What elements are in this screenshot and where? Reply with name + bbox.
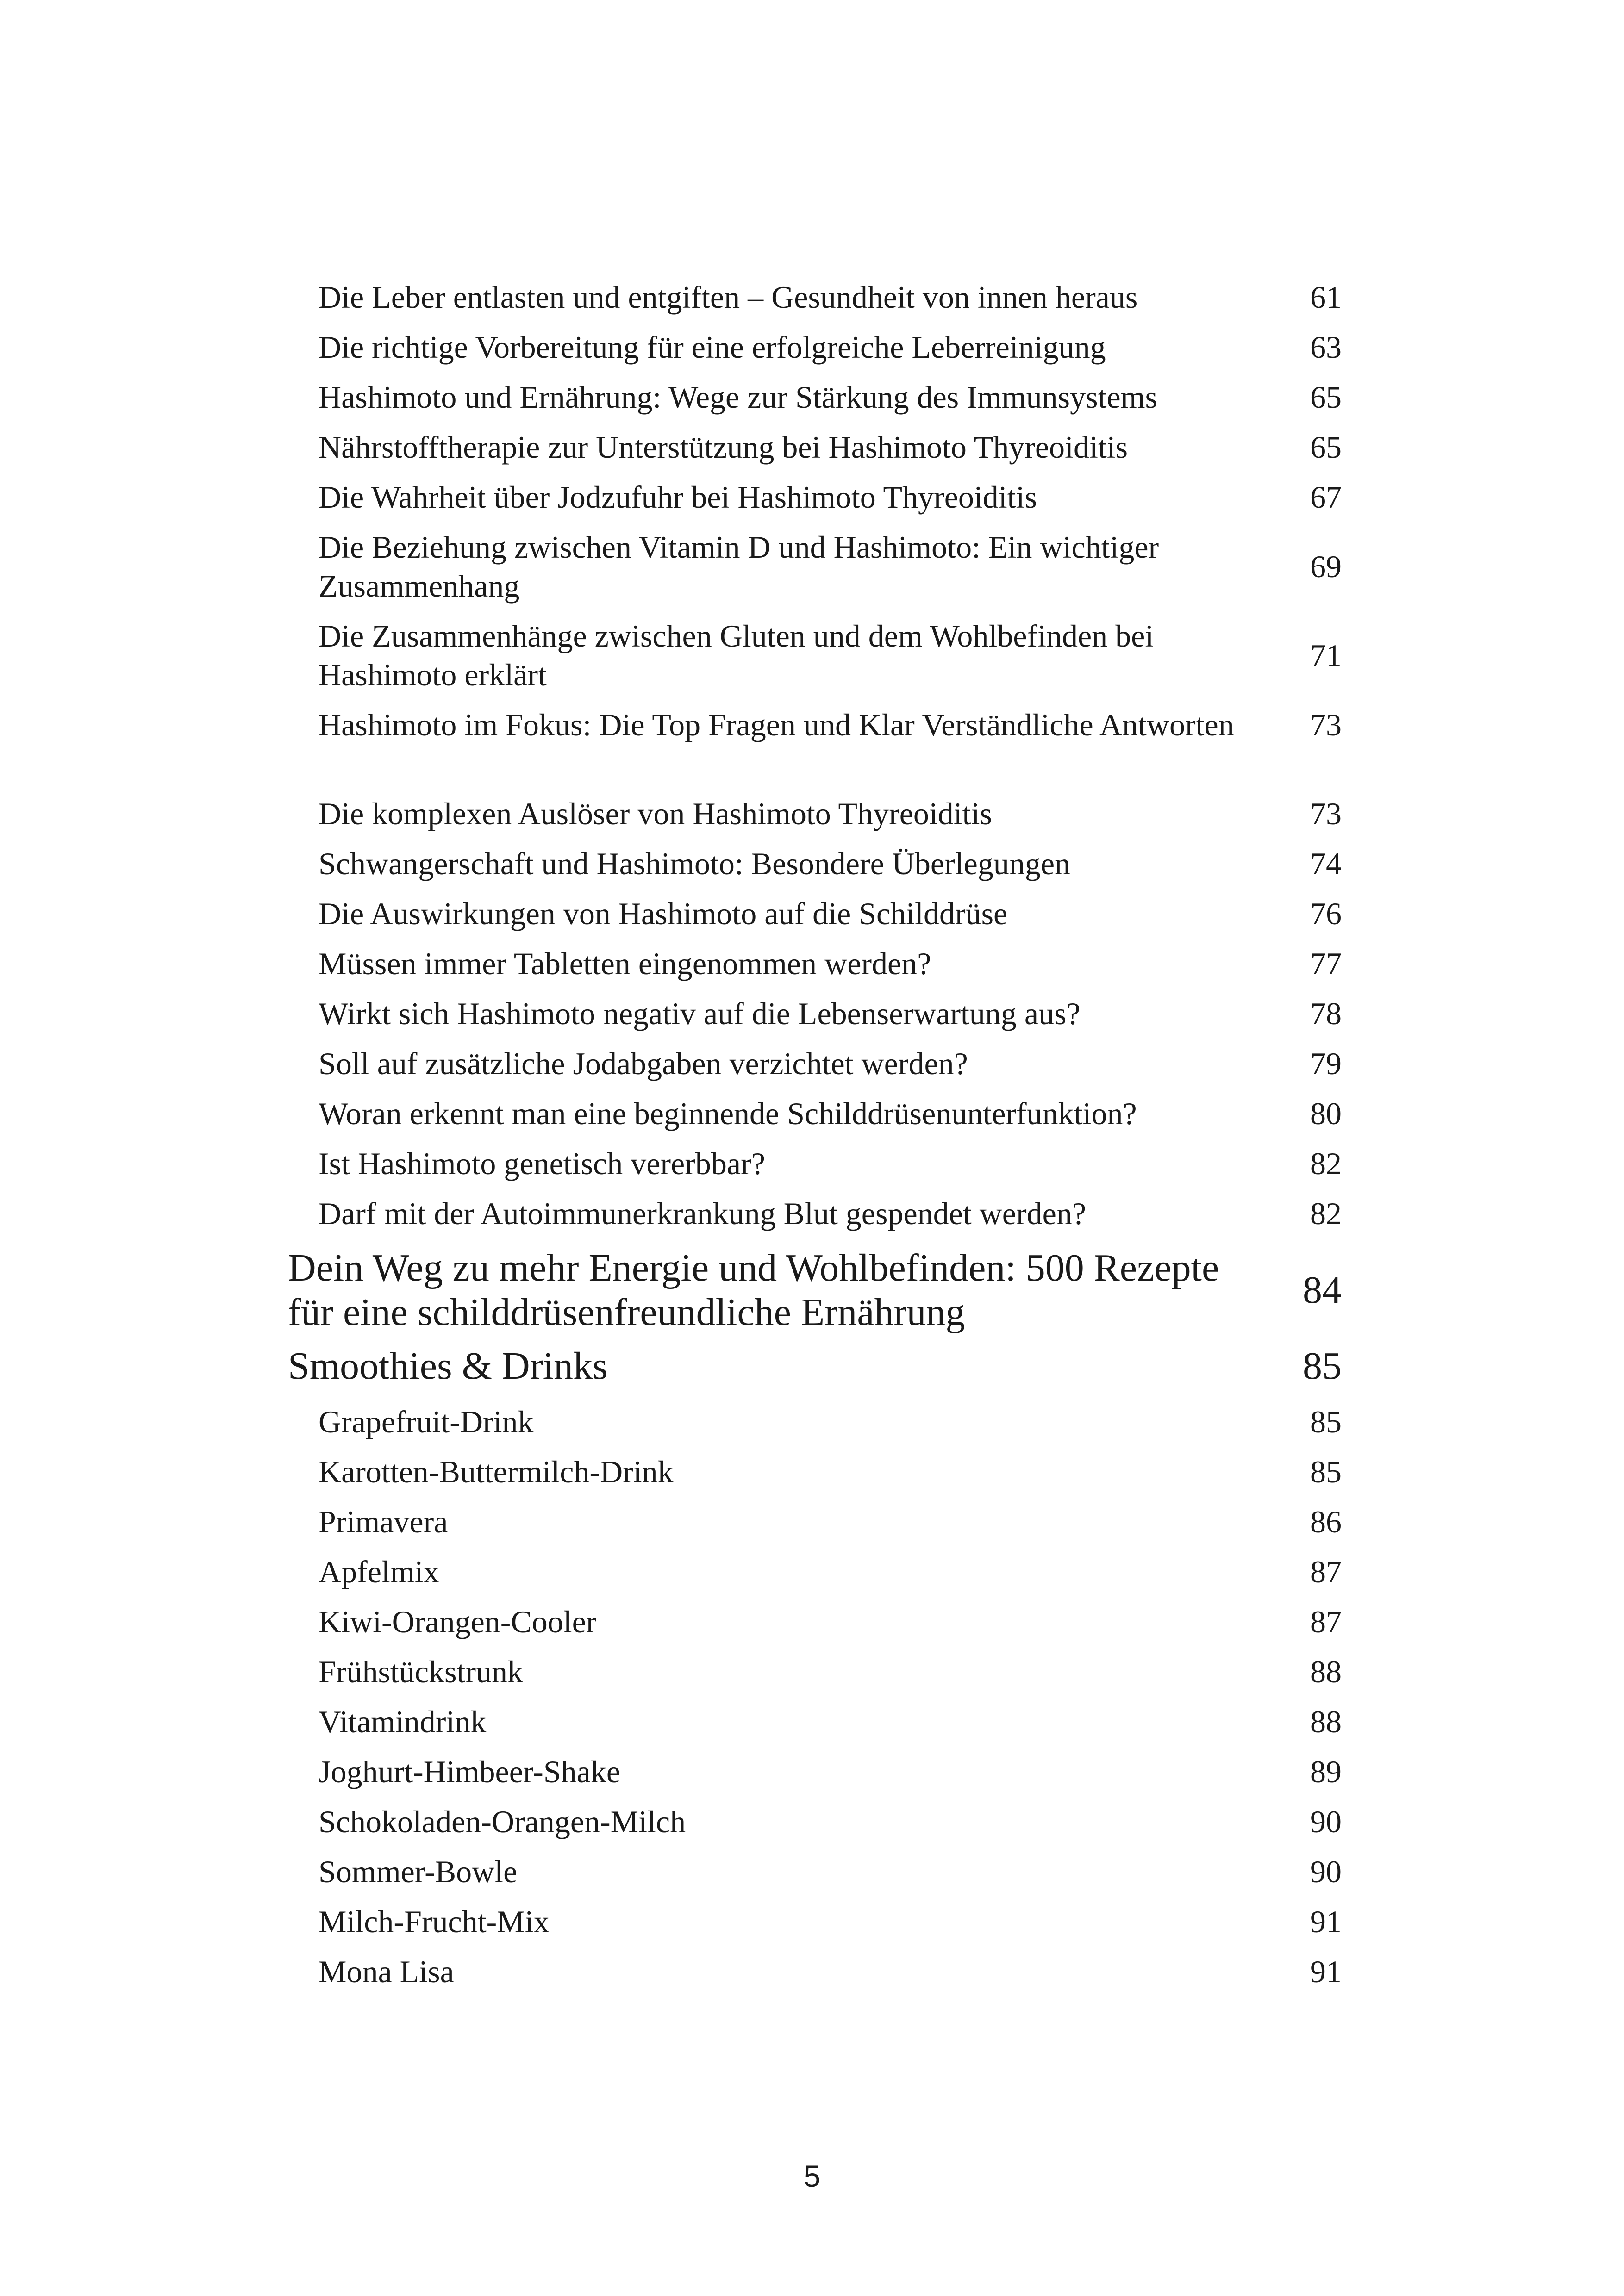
toc-entry-title: Karotten-Buttermilch-Drink [319, 1454, 674, 1489]
toc-entry-title: Nährstofftherapie zur Unterstützung bei Hashimoto Thyreoiditis [319, 429, 1128, 465]
toc-entry[interactable] [319, 616, 1342, 694]
toc-entry[interactable] [319, 994, 1342, 1033]
toc-entry-page: 80 [1310, 1096, 1342, 1131]
toc-entry-page: 86 [1310, 1504, 1342, 1539]
toc-entry-page: 77 [1310, 946, 1342, 981]
toc-chapter-page: 85 [1303, 1344, 1342, 1388]
toc-entry-page: 65 [1310, 380, 1342, 415]
toc-entry-title: Hashimoto im Fokus: Die Top Fragen und Klar Verständliche Antworten [319, 707, 1234, 742]
toc-entry-title: Apfelmix [319, 1554, 439, 1589]
toc-entry[interactable] [319, 278, 1342, 317]
toc-entry[interactable] [319, 1902, 1342, 1941]
toc-entry-title: Soll auf zusätzliche Jodabgaben verzichtet werden? [319, 1046, 968, 1081]
toc-entry[interactable] [319, 1194, 1342, 1233]
toc-entry-title: Schwangerschaft und Hashimoto: Besondere Überlegungen [319, 846, 1070, 881]
toc-entry-page: 78 [1310, 996, 1342, 1031]
toc-entry-title: Wirkt sich Hashimoto negativ auf die Lebenserwartung aus? [319, 996, 1081, 1031]
toc-entry[interactable] [319, 528, 1342, 605]
toc-entry-page: 87 [1310, 1554, 1342, 1589]
toc-entry-page: 87 [1310, 1604, 1342, 1639]
toc-entry-page: 82 [1310, 1146, 1342, 1181]
toc-entry-page: 69 [1310, 549, 1342, 584]
toc-entry-page: 63 [1310, 330, 1342, 365]
toc-entry[interactable] [319, 705, 1342, 744]
toc-entry[interactable] [319, 944, 1342, 983]
toc-entry[interactable] [319, 1044, 1342, 1083]
toc-entry-page: 73 [1310, 707, 1342, 742]
toc-entry-title: Sommer-Bowle [319, 1854, 518, 1889]
toc-entry-title: Ist Hashimoto genetisch vererbbar? [319, 1146, 765, 1181]
toc-entry-page: 73 [1310, 796, 1342, 831]
toc-chapter[interactable] [288, 1344, 1342, 1388]
toc-entry[interactable] [319, 1852, 1342, 1891]
toc-entry[interactable] [319, 328, 1342, 367]
toc-entry-title: Primavera [319, 1504, 448, 1539]
toc-entry[interactable] [319, 794, 1342, 833]
toc-entry-title: Schokoladen-Orangen-Milch [319, 1804, 686, 1839]
toc-entry[interactable] [319, 1802, 1342, 1841]
toc-entry-title: Die Leber entlasten und entgiften – Gesundheit von innen heraus [319, 280, 1138, 315]
toc-entry[interactable] [319, 894, 1342, 933]
toc-entry-title: Die richtige Vorbereitung für eine erfolgreiche Leberreinigung [319, 330, 1106, 365]
toc-entry-page: 90 [1310, 1804, 1342, 1839]
toc-entry-page: 67 [1310, 479, 1342, 515]
toc-entry-title: Joghurt-Himbeer-Shake [319, 1754, 621, 1789]
toc-entry-title: Vitamindrink [319, 1704, 487, 1739]
toc-entry[interactable] [319, 478, 1342, 516]
toc-entry-page: 74 [1310, 846, 1342, 881]
toc-entry[interactable] [319, 1144, 1342, 1183]
toc-entry[interactable] [319, 1602, 1342, 1641]
toc-entry-page: 89 [1310, 1754, 1342, 1789]
toc-chapter-title: Dein Weg zu mehr Energie und Wohlbefinden: 500 Rezepte für eine schilddrüsenfreundliche Ernährung [288, 1246, 1219, 1334]
toc-entry[interactable] [319, 1702, 1342, 1741]
toc-entry-title: Darf mit der Autoimmunerkrankung Blut gespendet werden? [319, 1196, 1086, 1231]
toc-entry-page: 71 [1310, 638, 1342, 673]
toc-entry-page: 91 [1310, 1954, 1342, 1989]
toc-entry[interactable] [319, 844, 1342, 883]
toc-entry-page: 79 [1310, 1046, 1342, 1081]
toc-entry-page: 82 [1310, 1196, 1342, 1231]
toc-entry[interactable] [319, 1094, 1342, 1133]
toc-entry-page: 76 [1310, 896, 1342, 931]
toc-entry[interactable] [319, 1552, 1342, 1591]
toc-entry-title: Kiwi-Orangen-Cooler [319, 1604, 597, 1639]
toc-entry-title: Hashimoto und Ernährung: Wege zur Stärkung des Immunsystems [319, 380, 1157, 415]
toc-entry-title: Mona Lisa [319, 1954, 454, 1989]
toc-entry[interactable] [319, 1752, 1342, 1791]
toc-chapter-page: 84 [1303, 1269, 1342, 1312]
toc-entry-page: 85 [1310, 1404, 1342, 1439]
toc-entry-title: Die Wahrheit über Jodzufuhr bei Hashimoto Thyreoiditis [319, 479, 1037, 515]
toc-entry-page: 88 [1310, 1654, 1342, 1689]
toc-entry-page: 90 [1310, 1854, 1342, 1889]
toc-entry-title: Frühstückstrunk [319, 1654, 523, 1689]
toc-entry-title: Die Beziehung zwischen Vitamin D und Hashimoto: Ein wichtiger Zusammenhang [319, 529, 1159, 604]
toc-chapter[interactable] [288, 1246, 1342, 1335]
toc-entry-page: 65 [1310, 429, 1342, 465]
toc-entry-title: Die Auswirkungen von Hashimoto auf die Schilddrüse [319, 896, 1008, 931]
toc-chapter-title: Smoothies & Drinks [288, 1344, 608, 1388]
toc-entry[interactable] [319, 1502, 1342, 1541]
toc-entry-title: Milch-Frucht-Mix [319, 1904, 550, 1939]
toc-entry-page: 91 [1310, 1904, 1342, 1939]
toc-entry-page: 85 [1310, 1454, 1342, 1489]
toc-entry-page: 61 [1310, 280, 1342, 315]
toc-entry-page: 88 [1310, 1704, 1342, 1739]
toc-entry-title: Woran erkennt man eine beginnende Schilddrüsenunterfunktion? [319, 1096, 1137, 1131]
page-number: 5 [803, 2159, 821, 2193]
toc-entry-title: Grapefruit-Drink [319, 1404, 534, 1439]
toc-entry[interactable] [319, 1652, 1342, 1691]
toc-entry-title: Die Zusammenhänge zwischen Gluten und dem Wohlbefinden bei Hashimoto erklärt [319, 618, 1154, 692]
toc-entry-title: Die komplexen Auslöser von Hashimoto Thyreoiditis [319, 796, 992, 831]
toc-entry-title: Müssen immer Tabletten eingenommen werden? [319, 946, 931, 981]
toc-entry[interactable] [319, 1452, 1342, 1491]
toc-entry[interactable] [319, 1402, 1342, 1441]
toc-entry[interactable] [319, 1952, 1342, 1991]
toc-entry[interactable] [319, 378, 1342, 417]
toc-entry[interactable] [319, 428, 1342, 467]
